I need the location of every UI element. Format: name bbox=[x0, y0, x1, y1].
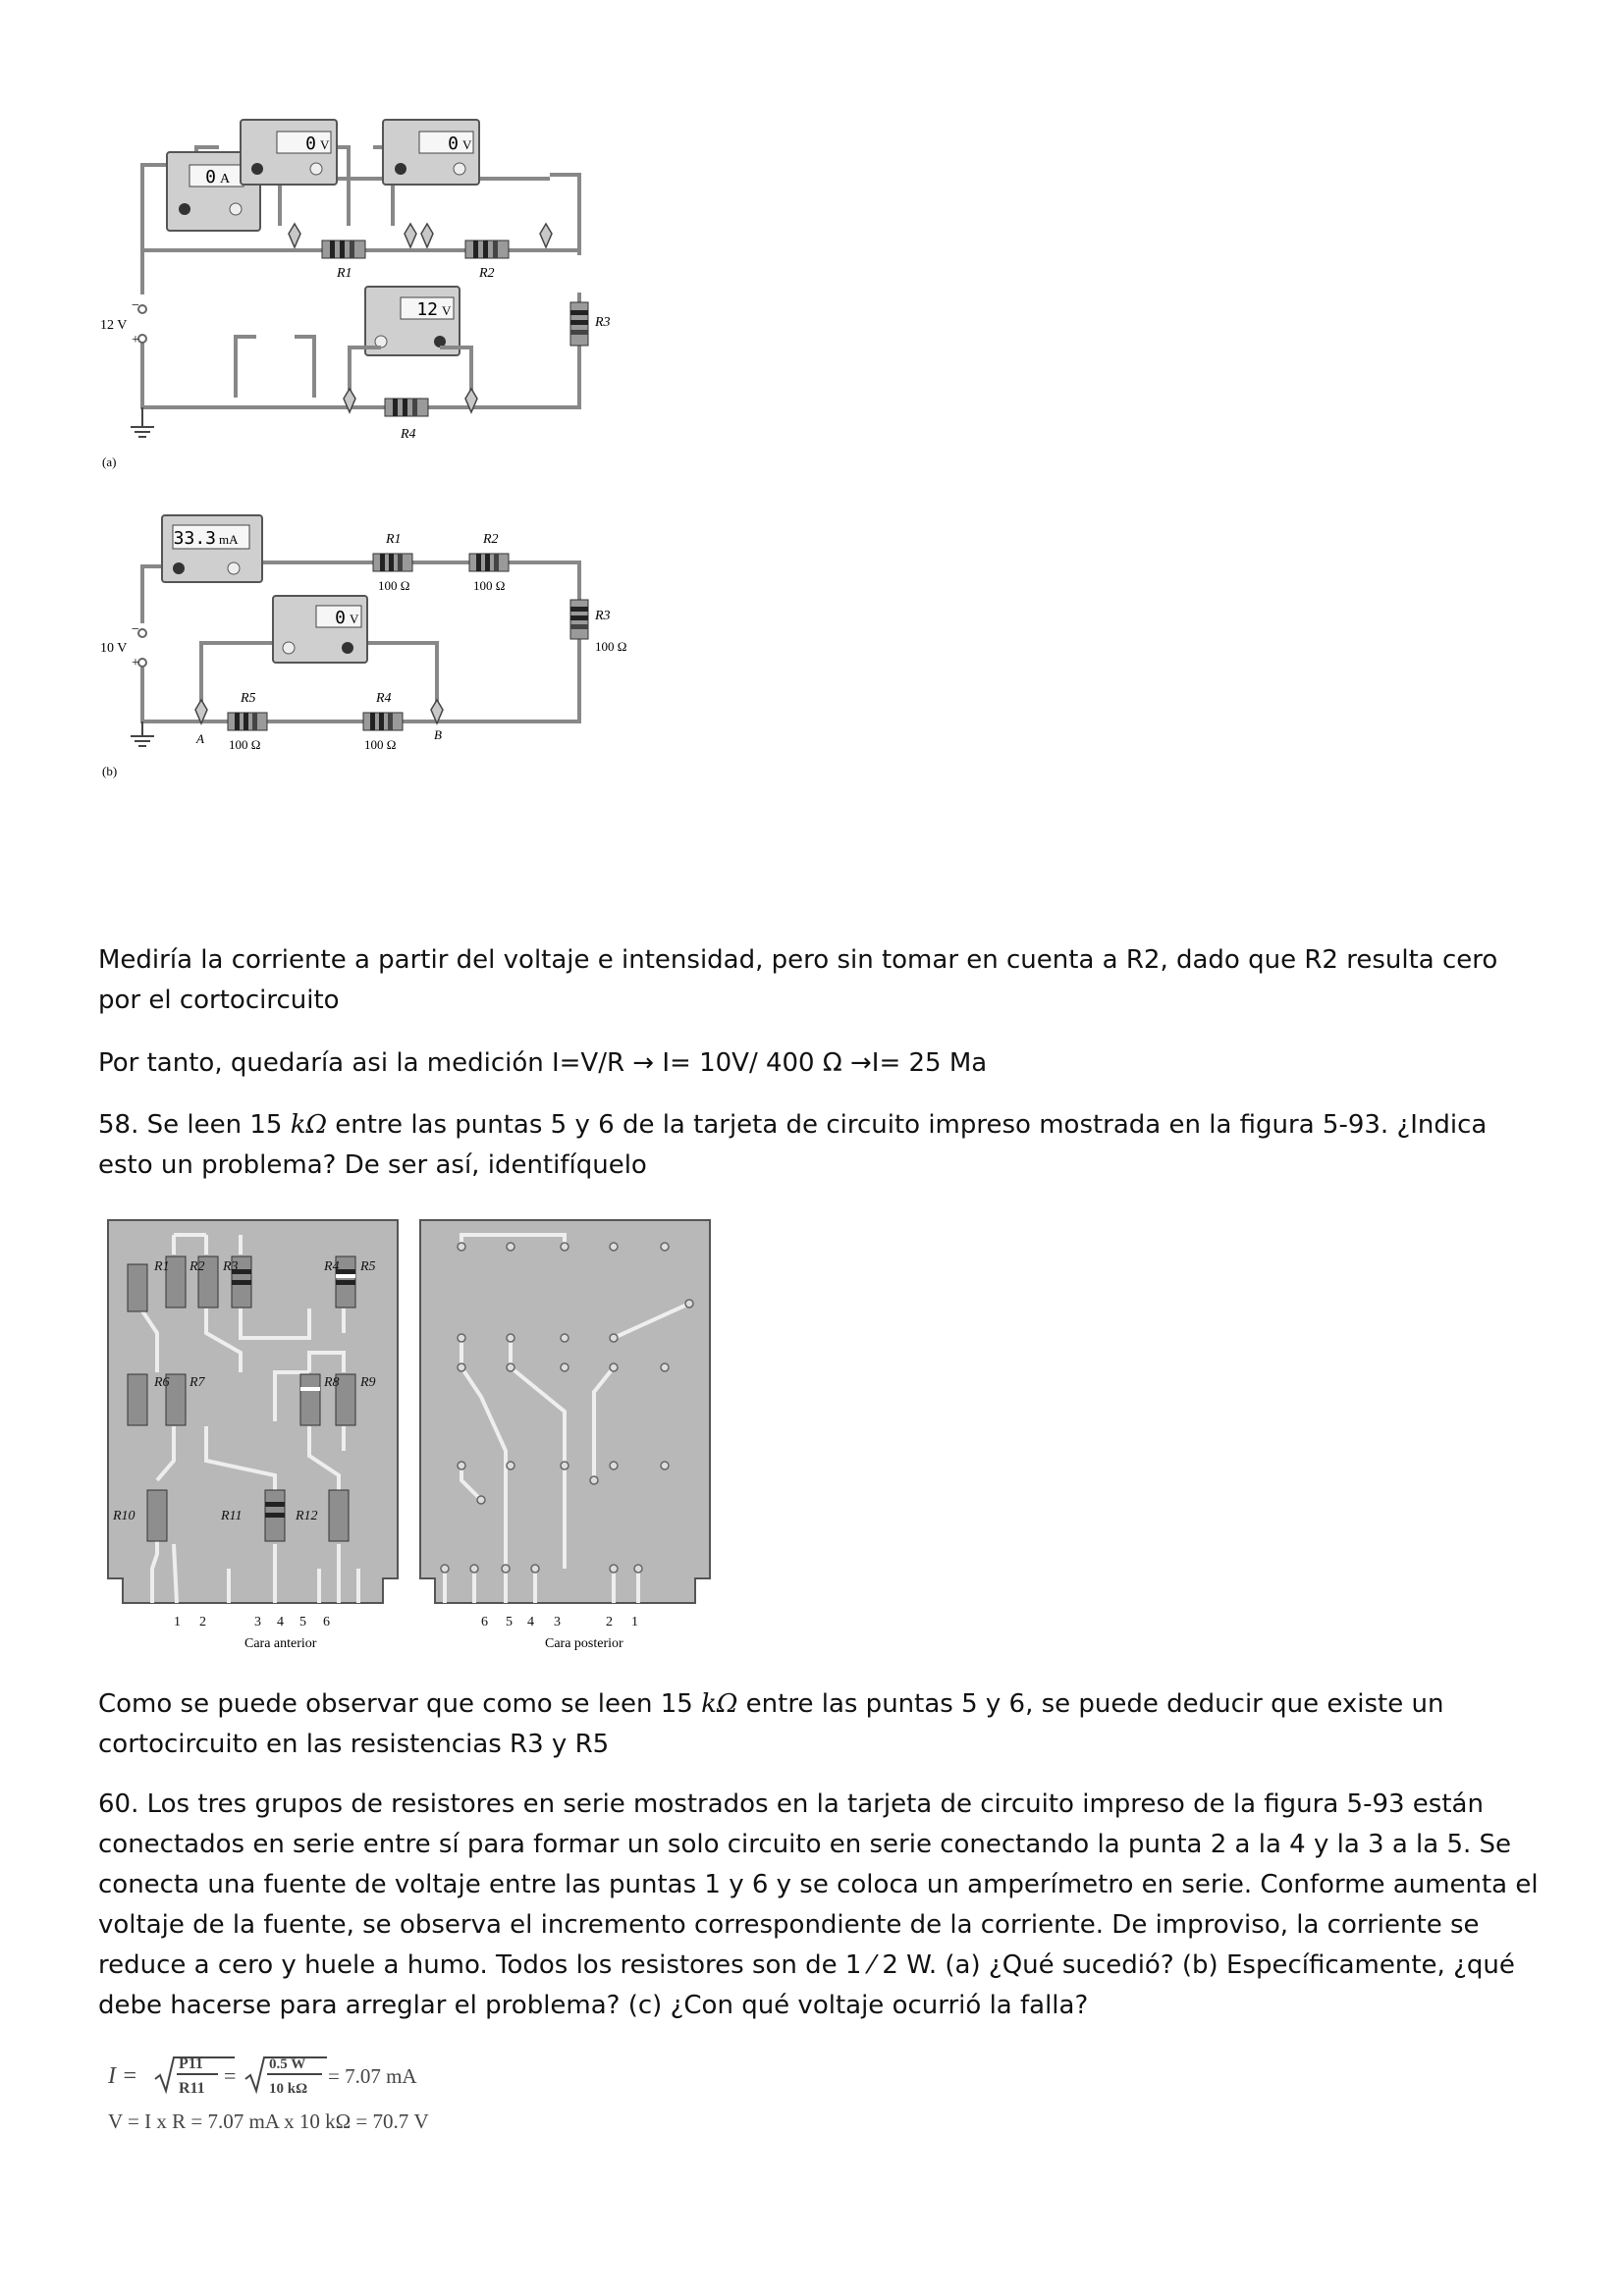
pcb-front-caption: Cara anterior bbox=[244, 1636, 317, 1651]
svg-text:100 Ω: 100 Ω bbox=[595, 639, 627, 654]
svg-text:2: 2 bbox=[199, 1615, 206, 1629]
svg-text:R4: R4 bbox=[401, 427, 416, 442]
svg-text:=: = bbox=[224, 2063, 237, 2088]
svg-text:R12: R12 bbox=[296, 1509, 318, 1523]
paragraph-4: Como se puede observar que como se leen 15 kΩ entre las puntas 5 y 6, se puede deducir que existe un cortocircuito en las resistencias R3 y R5 bbox=[98, 1689, 1444, 1759]
pcb-front-board bbox=[108, 1220, 398, 1651]
svg-text:+: + bbox=[132, 656, 139, 670]
svg-text:0.5 W: 0.5 W bbox=[269, 2056, 306, 2072]
svg-text:V = I x R = 7.07 mA x 10 kΩ =: V = I x R = 7.07 mA x 10 kΩ = 70.7 V bbox=[108, 2109, 429, 2133]
svg-text:100 Ω: 100 Ω bbox=[473, 578, 506, 593]
ammeter-b-reading: 33.3 bbox=[173, 528, 216, 549]
svg-text:+: + bbox=[132, 333, 139, 347]
svg-text:V: V bbox=[462, 137, 472, 152]
svg-text:6: 6 bbox=[323, 1615, 330, 1629]
figure-a-caption: (a) bbox=[102, 454, 117, 469]
svg-text:R3: R3 bbox=[223, 1259, 239, 1274]
svg-text:I =: I = bbox=[108, 2063, 138, 2089]
svg-text:100 Ω: 100 Ω bbox=[229, 737, 261, 752]
svg-text:1: 1 bbox=[174, 1615, 181, 1629]
svg-text:R4: R4 bbox=[324, 1259, 340, 1274]
resistor-a-r2 bbox=[465, 240, 509, 281]
svg-text:100 Ω: 100 Ω bbox=[364, 737, 397, 752]
svg-text:P11: P11 bbox=[179, 2056, 203, 2072]
resistor-b-r5 bbox=[228, 691, 267, 752]
svg-text:R1: R1 bbox=[154, 1259, 170, 1274]
svg-text:5: 5 bbox=[299, 1615, 306, 1629]
figure-b-circuit bbox=[88, 496, 638, 790]
svg-text:R11: R11 bbox=[221, 1509, 243, 1523]
resistor-b-r1 bbox=[373, 532, 412, 593]
svg-text:R1: R1 bbox=[386, 532, 402, 547]
figure-b-caption: (b) bbox=[102, 764, 118, 778]
svg-text:6: 6 bbox=[481, 1615, 488, 1629]
svg-text:A: A bbox=[220, 172, 231, 187]
formula bbox=[108, 2052, 579, 2160]
node-b: B bbox=[434, 727, 442, 742]
svg-text:4: 4 bbox=[527, 1615, 534, 1629]
resistor-a-r3 bbox=[570, 302, 611, 346]
svg-text:1: 1 bbox=[631, 1615, 638, 1629]
paragraph-3: 58. Se leen 15 kΩ entre las puntas 5 y 6 de la tarjeta de circuito impreso mostrada en la figura 5-93. ¿Indica esto un problema? De ser así, identifíquelo bbox=[98, 1110, 1488, 1180]
svg-text:2: 2 bbox=[606, 1615, 613, 1629]
svg-text:R11: R11 bbox=[179, 2080, 205, 2097]
svg-text:mA: mA bbox=[219, 532, 239, 547]
svg-text:V: V bbox=[350, 612, 359, 626]
resistor-a-r1 bbox=[322, 240, 365, 281]
voltmeter-b bbox=[273, 596, 367, 663]
pcb-back-caption: Cara posterior bbox=[545, 1636, 623, 1651]
svg-text:R2: R2 bbox=[483, 532, 499, 547]
source-voltage-a: 12 V bbox=[100, 318, 128, 333]
voltmeter-a1 bbox=[241, 120, 337, 185]
voltmeter-a2 bbox=[383, 120, 479, 185]
svg-text:0: 0 bbox=[335, 608, 346, 628]
svg-text:= 7.07 mA: = 7.07 mA bbox=[328, 2064, 417, 2088]
svg-text:−: − bbox=[132, 298, 139, 313]
paragraph-5: 60. Los tres grupos de resistores en serie mostrados en la tarjeta de circuito impreso de la figura 5-93 están conectados en serie entre sí para formar un solo circuito en serie conectando la punta 2 a la 4 y la 3 a la 5. Se conecta una fuente de voltaje entre las puntas 1 y 6 y se coloca un amperímetro en serie. Conforme aumenta el voltaje de la fuente, se observa el incremento correspondiente de la corriente. De improviso, la corriente se reduce a cero y huele a humo. Todos los resistores son de 1 ⁄ 2 W. (a) ¿Qué sucedió? (b) Específicamente, ¿qué debe hacerse para arreglar el problema? (c) ¿Con qué voltaje ocurrió la falla? bbox=[98, 1789, 1539, 2020]
svg-text:R5: R5 bbox=[241, 691, 256, 706]
svg-text:R7: R7 bbox=[189, 1375, 205, 1390]
ammeter-a-reading: 0 bbox=[205, 167, 216, 187]
svg-text:V: V bbox=[442, 303, 452, 318]
svg-text:R9: R9 bbox=[360, 1375, 376, 1390]
svg-text:R10: R10 bbox=[113, 1509, 135, 1523]
svg-text:R2: R2 bbox=[189, 1259, 205, 1274]
svg-text:0: 0 bbox=[305, 133, 316, 154]
svg-text:R6: R6 bbox=[154, 1375, 170, 1390]
svg-text:R2: R2 bbox=[479, 266, 495, 281]
svg-text:R8: R8 bbox=[324, 1375, 340, 1390]
node-a: A bbox=[196, 731, 204, 746]
svg-text:R3: R3 bbox=[595, 315, 611, 330]
svg-text:100 Ω: 100 Ω bbox=[378, 578, 410, 593]
svg-text:5: 5 bbox=[506, 1615, 513, 1629]
svg-text:R5: R5 bbox=[360, 1259, 376, 1274]
figure-a-circuit bbox=[88, 108, 638, 481]
ammeter-b bbox=[162, 515, 262, 582]
svg-text:3: 3 bbox=[254, 1615, 261, 1629]
svg-text:R3: R3 bbox=[595, 609, 611, 623]
paragraph-2: Por tanto, quedaría asi la medición I=V/R → I= 10V/ 400 Ω →I= 25 Ma bbox=[98, 1048, 988, 1078]
svg-text:12: 12 bbox=[416, 299, 438, 320]
svg-text:−: − bbox=[132, 622, 139, 637]
svg-text:R4: R4 bbox=[376, 691, 392, 706]
pcb-figure bbox=[103, 1215, 731, 1667]
pcb-back-board bbox=[420, 1220, 710, 1651]
svg-text:4: 4 bbox=[277, 1615, 284, 1629]
svg-text:0: 0 bbox=[448, 133, 459, 154]
source-voltage-b: 10 V bbox=[100, 641, 128, 656]
svg-text:R1: R1 bbox=[337, 266, 352, 281]
paragraph-1: Mediría la corriente a partir del voltaje e intensidad, pero sin tomar en cuenta a R2, dado que R2 resulta cero por el cortocircuito bbox=[98, 945, 1498, 1015]
resistor-b-r4 bbox=[363, 691, 403, 752]
resistor-a-r4 bbox=[385, 399, 428, 442]
voltmeter-a3 bbox=[365, 287, 460, 355]
svg-text:V: V bbox=[320, 137, 330, 152]
svg-text:3: 3 bbox=[554, 1615, 561, 1629]
svg-text:10 kΩ: 10 kΩ bbox=[269, 2081, 308, 2097]
resistor-b-r2 bbox=[469, 532, 509, 593]
